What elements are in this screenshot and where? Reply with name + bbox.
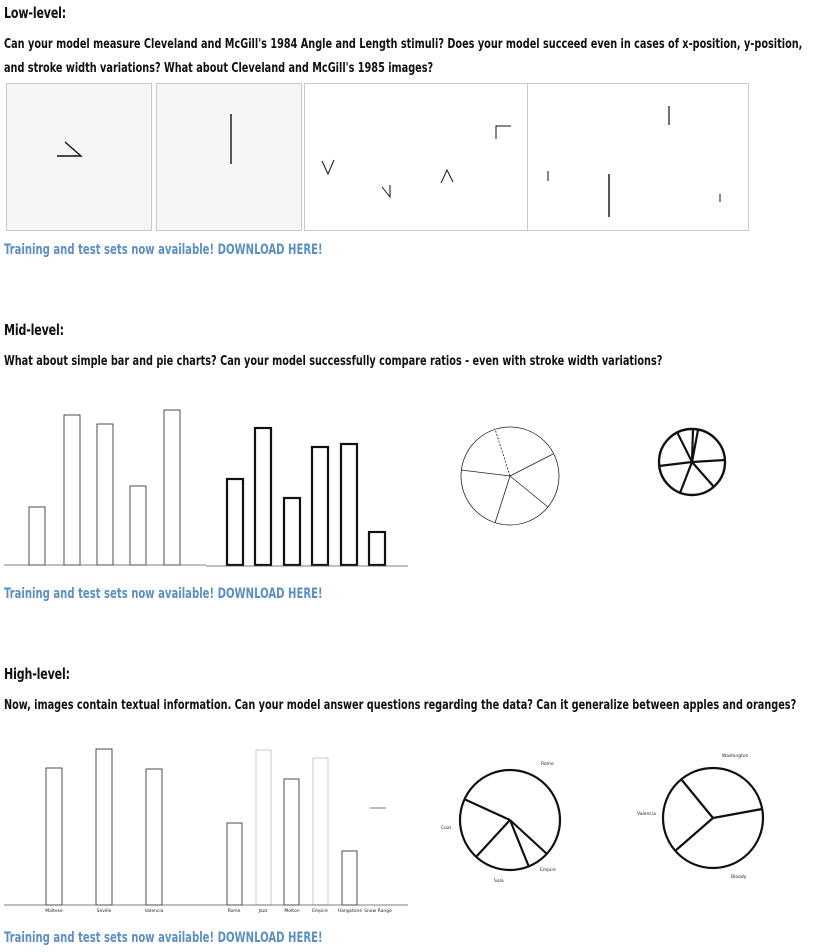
high-level-heading: High-level: — [4, 665, 70, 683]
length-stimulus-image — [156, 83, 302, 231]
bar-label-jazz: Jazz — [258, 909, 268, 914]
high-bar-chart-labeled — [4, 740, 206, 916]
high-pie-chart-labeled — [436, 756, 570, 886]
mid-bar-chart-thin — [4, 396, 206, 568]
bar-label-seville: Seville — [96, 909, 112, 914]
high-level-description: Now, images contain textual information. Can your model answer questions regarding the data? Can it generalize between apples and oranges? — [4, 697, 797, 713]
mid-level-heading: Mid-level: — [4, 321, 64, 339]
bar-label-valencia: Valencia — [144, 909, 164, 914]
bar-label-melton: Melton — [284, 909, 300, 914]
multi-length-stimulus-image — [527, 83, 749, 231]
pie-label-empire: Empire — [540, 868, 556, 873]
bar-label-hangstone: Hangstone — [337, 909, 363, 914]
pie-label-valencia: Valencia — [637, 812, 656, 817]
high-pie-chart-labeled-2 — [634, 748, 774, 882]
pie-label-sala: Sala — [494, 879, 504, 884]
mid-pie-chart-thick — [656, 426, 728, 498]
bar-label-empire: Empire — [312, 909, 328, 914]
pie-label-coal: Coal — [441, 826, 451, 831]
mid-bar-chart-thick — [206, 396, 408, 568]
high-bar-chart-labeled-2 — [206, 740, 408, 916]
pie-label-rome: Rome — [541, 762, 554, 767]
bar-label-snow-range: Snow Range — [364, 909, 392, 914]
multi-angle-stimulus-image — [304, 83, 528, 231]
pie-label-bloody: Bloody — [731, 875, 747, 880]
low-level-download-link[interactable]: Training and test sets now available! DOWNLOAD HERE! — [4, 242, 323, 258]
bar-label-maltese: Maltese — [45, 909, 63, 914]
pie-label-washington: Washington — [722, 754, 749, 759]
angle-stimulus-image — [6, 83, 152, 231]
high-level-download-link[interactable]: Training and test sets now available! DOWNLOAD HERE! — [4, 930, 323, 946]
low-level-heading: Low-level: — [4, 4, 67, 22]
mid-level-download-link[interactable]: Training and test sets now available! DOWNLOAD HERE! — [4, 586, 323, 602]
mid-level-description: What about simple bar and pie charts? Can your model successfully compare ratios - even with stroke width variations? — [4, 353, 663, 369]
low-level-description-line1: Can your model measure Cleveland and McGill's 1984 Angle and Length stimuli? Does your model succeed even in cases of x-position, y-position, — [4, 36, 803, 52]
bar-label-rome: Rome — [227, 909, 241, 914]
mid-pie-chart-thin — [458, 424, 562, 528]
low-level-description-line2: and stroke width variations? What about Cleveland and McGill's 1985 images? — [4, 60, 434, 76]
